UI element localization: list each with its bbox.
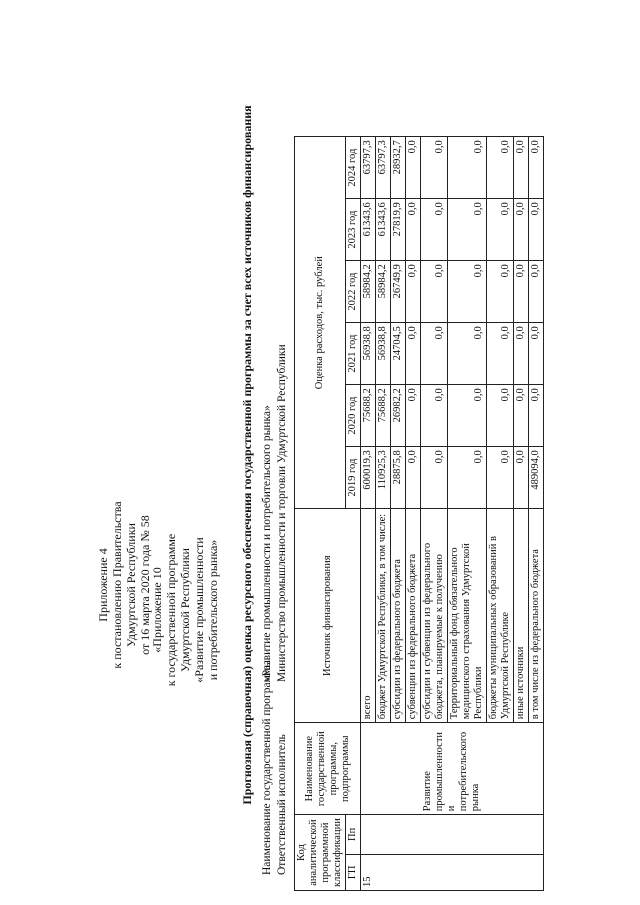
approval-line: от 16 марта 2020 года № 58 [138, 515, 152, 655]
program-value: «Развитие промышленности и потребительского рынка» [261, 405, 273, 683]
header-gp: ГП [346, 854, 361, 890]
value-cell: 27819,9 [391, 199, 406, 261]
program-appendix-note [150, 500, 220, 720]
document-title: Прогнозная (справочная) оценка ресурсного обеспечения государственной программы за счет всех источников финансирования [240, 105, 254, 805]
header-year: 2021 год [346, 323, 361, 385]
value-cell: 28932,7 [391, 137, 406, 199]
executor-label: Ответственный исполнитель [276, 734, 288, 875]
value-cell: 0,0 [406, 199, 421, 261]
value-cell: 0,0 [529, 137, 544, 199]
value-cell: 0,0 [448, 385, 487, 447]
value-cell: 0,0 [529, 385, 544, 447]
value-cell: 56938,8 [361, 323, 376, 385]
source-cell: в том числе из федерального бюджета [529, 509, 544, 723]
header-year: 2019 год [346, 447, 361, 509]
source-cell: Территориальный фонд обязательного медицинского страхования Удмуртской Республики [448, 509, 487, 723]
value-cell: 0,0 [448, 199, 487, 261]
value-cell: 0,0 [529, 199, 544, 261]
value-cell: 0,0 [421, 323, 448, 385]
value-cell: 600019,3 [361, 447, 376, 509]
executor-value: Министерство промышленности и торговли Удмуртской Республики [276, 344, 288, 683]
value-cell: 0,0 [487, 261, 514, 323]
value-cell: 75688,2 [376, 385, 391, 447]
value-cell: 0,0 [529, 261, 544, 323]
value-cell: 0,0 [421, 261, 448, 323]
value-cell: 0,0 [487, 385, 514, 447]
value-cell: 26982,2 [391, 385, 406, 447]
source-cell: субсидии и субвенции из федерального бюджета, планируемые к получению [421, 509, 448, 723]
value-cell: 0,0 [448, 261, 487, 323]
value-cell: 0,0 [448, 137, 487, 199]
value-cell: 63797,3 [361, 137, 376, 199]
header-code: Код аналитической программной классификации [295, 815, 346, 891]
source-cell: всего [361, 509, 376, 723]
header-program-name: Наименование государственной программы, подпрограммы [295, 723, 361, 815]
value-cell: 0,0 [448, 323, 487, 385]
value-cell: 0,0 [487, 137, 514, 199]
executor-line [276, 344, 288, 875]
value-cell: 0,0 [406, 137, 421, 199]
value-cell: 75688,2 [361, 385, 376, 447]
value-cell: 28875,8 [391, 447, 406, 509]
value-cell: 0,0 [514, 447, 529, 509]
value-cell: 0,0 [421, 199, 448, 261]
gp-code-cell: 15 [361, 854, 544, 890]
value-cell: 0,0 [514, 199, 529, 261]
approval-stamp [96, 460, 152, 710]
value-cell: 0,0 [514, 137, 529, 199]
value-cell: 0,0 [406, 323, 421, 385]
appendix-line: Удмуртской Республики [178, 548, 192, 672]
approval-line: Удмуртской Республики [124, 523, 138, 647]
source-cell: субвенции из федерального бюджета [406, 509, 421, 723]
source-cell: бюджеты муниципальных образований в Удмуртской Республике [487, 509, 514, 723]
program-label: Наименование государственной программы [261, 660, 273, 875]
value-cell: 24704,5 [391, 323, 406, 385]
financing-table [294, 136, 544, 891]
value-cell: 0,0 [406, 261, 421, 323]
value-cell: 63797,3 [376, 137, 391, 199]
header-year: 2023 год [346, 199, 361, 261]
value-cell: 0,0 [421, 137, 448, 199]
value-cell: 0,0 [406, 447, 421, 509]
value-cell: 0,0 [487, 323, 514, 385]
header-source: Источник финансирования [295, 509, 361, 723]
header-year: 2024 год [346, 137, 361, 199]
value-cell: 0,0 [487, 199, 514, 261]
value-cell: 26749,9 [391, 261, 406, 323]
value-cell: 110925,3 [376, 447, 391, 509]
value-cell: 0,0 [514, 261, 529, 323]
table-row [361, 137, 376, 891]
value-cell: 0,0 [421, 447, 448, 509]
appendix-line: к государственной программе [164, 533, 178, 687]
value-cell: 0,0 [487, 447, 514, 509]
header-year: 2022 год [346, 261, 361, 323]
value-cell: 0,0 [448, 447, 487, 509]
value-cell: 0,0 [421, 385, 448, 447]
value-cell: 56938,8 [376, 323, 391, 385]
value-cell: 489094,0 [529, 447, 544, 509]
value-cell: 0,0 [514, 385, 529, 447]
approval-line: к постановлению Правительства [110, 501, 124, 669]
source-cell: бюджет Удмуртской Республики, в том числе: [376, 509, 391, 723]
header-pp: Пп [346, 815, 361, 854]
value-cell: 58984,2 [361, 261, 376, 323]
program-name-line [261, 405, 273, 875]
header-year: 2020 год [346, 385, 361, 447]
appendix-line: «Приложение 10 [150, 567, 164, 653]
value-cell: 61343,6 [376, 199, 391, 261]
source-cell: субсидии из федерального бюджета [391, 509, 406, 723]
value-cell: 58984,2 [376, 261, 391, 323]
approval-line: Приложение 4 [96, 548, 110, 622]
value-cell: 61343,6 [361, 199, 376, 261]
pp-code-cell [361, 815, 544, 854]
value-cell: 0,0 [529, 323, 544, 385]
value-cell: 0,0 [514, 323, 529, 385]
program-name-cell: Развитие промышленности и потребительского рынка [361, 723, 544, 815]
appendix-line: и потребительского рынка» [206, 539, 220, 681]
source-cell: иные источники [514, 509, 529, 723]
appendix-line: «Развитие промышленности [192, 537, 206, 683]
value-cell: 0,0 [406, 385, 421, 447]
header-estimate: Оценка расходов, тыс. рублей [295, 137, 346, 509]
